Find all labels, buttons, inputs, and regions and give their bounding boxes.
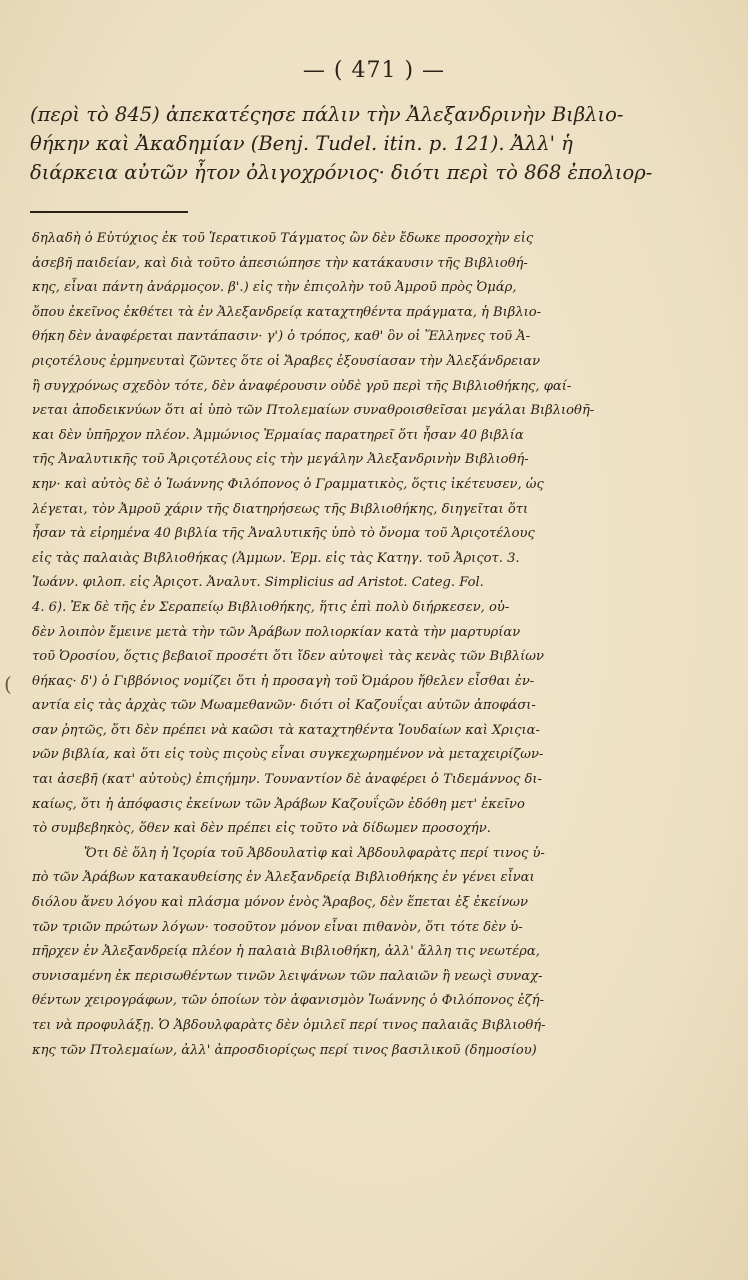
footnote-line: τὸ συμβεβηκὸς, ὅθεν καὶ δὲν πρέπει εἰς τοῦτο νὰ δίδωμεν προσοχήν. <box>32 821 491 837</box>
main-text-line: (περὶ τὸ 845) ἀπεκατέςησε πάλιν τὴν Ἀλεξανδρινὴν Βιβλιο- <box>30 103 624 126</box>
footnote-line: και δὲν ὑπῆρχον πλέον. Ἀμμώνιος Ἑρμαίας παρατηρεῖ ὅτι ἦσαν 40 βιβλία <box>32 427 524 443</box>
footnote-line: κην· καὶ αὐτὸς δὲ ὁ Ἰωάννης Φιλόπονος ὁ Γραμματικὸς, ὅςτις ἱκέτευσεν, ὡς <box>32 476 544 492</box>
footnote-line: θέντων χειρογράφων, τῶν ὁποίων τὸν ἀφανισμὸν Ἰωάννης ὁ Φιλόπονος ἐζή- <box>32 993 544 1009</box>
footnote-divider <box>30 211 188 213</box>
footnote-line: κης, εἶναι πάντη ἀνάρμοςον. β'.) εἰς τὴν ἐπιςολὴν τοῦ Ἀμροῦ πρὸς Ὀμάρ, <box>32 280 517 296</box>
main-text-line: διάρκεια αὐτῶν ἦτον ὀλιγοχρόνιος· διότι περὶ τὸ 868 ἐπολιορ- <box>30 161 653 184</box>
footnote-line: ται ἀσεβῆ (κατ' αὐτοὺς) ἐπιςήμην. Τουναντίον δὲ ἀναφέρει ὁ Τιδεμάννος δι- <box>32 772 542 788</box>
footnote-line: λέγεται, τὸν Ἀμροῦ χάριν τῆς διατηρήσεως τῆς Βιβλιοθήκης, διηγεῖται ὅτι <box>32 501 529 517</box>
main-text <box>30 100 662 187</box>
footnote-line: τῶν τριῶν πρώτων λόγων· τοσοῦτον μόνον εἶναι πιθανὸν, ὅτι τότε δὲν ὑ- <box>32 919 523 935</box>
footnote-line: ριςοτέλους ἑρμηνευταὶ ζῶντες ὅτε οἱ Ἄραβες ἐξουσίασαν τὴν Ἀλεξάνδρειαν <box>32 353 541 369</box>
footnote-line: νῶν βιβλία, καὶ ὅτι εἰς τοὺς πιςοὺς εἶναι συγκεχωρημένον νὰ μεταχειρίζων- <box>32 747 544 763</box>
footnote-line: δὲν λοιπὸν ἔμεινε μετὰ τὴν τῶν Ἀράβων πολιορκίαν κατὰ τὴν μαρτυρίαν <box>32 624 521 640</box>
footnote-line: θήκας· δ') ὁ Γιββόνιος νομίζει ὅτι ἡ προσαγὴ τοῦ Ὀμάρου ἤθελεν εἶσθαι ἐν- <box>32 673 535 689</box>
footnote-line: θήκη δὲν ἀναφέρεται παντάπασιν· γ') ὁ τρόπος, καθ' ὃν οἱ Ἕλληνες τοῦ Ἀ- <box>32 329 531 345</box>
footnote-line: ὅπου ἐκεῖνος ἐκθέτει τὰ ἐν Ἀλεξανδρείᾳ καταχτηθέντα πράγματα, ἡ Βιβλιο- <box>32 304 542 320</box>
footnote-line: εἰς τὰς παλαιὰς Βιβλιοθήκας (Ἀμμων. Ἑρμ. εἰς τὰς Κατηγ. τοῦ Ἀριςοτ. 3. <box>32 550 520 566</box>
footnote-line: ἀσεβῆ παιδείαν, καὶ διὰ τοῦτο ἀπεσιώπησε τὴν κατάκαυσιν τῆς Βιβλιοθή- <box>32 255 528 271</box>
footnote-line: τοῦ Ὀροσίου, ὅςτις βεβαιοῖ προσέτι ὅτι ἴδεν αὐτοψεὶ τὰς κενὰς τῶν Βιβλίων <box>32 649 544 665</box>
footnote-line: καίως, ὅτι ἡ ἀπόφασις ἐκείνων τῶν Ἀράβων Καζουΐςῶν ἐδόθη μετ' ἐκεῖνο <box>32 796 525 812</box>
footnote-line: 4. 6). Ἐκ δὲ τῆς ἐν Σεραπείῳ Βιβλιοθήκης, ἥτις ἐπὶ πολὺ διήρκεσεν, οὐ- <box>32 599 510 615</box>
footnote-line: κης τῶν Πτολεμαίων, ἀλλ' ἀπροσδιορίςως περί τινος βασιλικοῦ (δημοσίου) <box>32 1042 537 1058</box>
footnote-line: τῆς Ἀναλυτικῆς τοῦ Ἀριςοτέλους εἰς τὴν μεγάλην Ἀλεξανδρινὴν Βιβλιοθή- <box>32 452 529 468</box>
footnote-line: ἢ συγχρόνως σχεδὸν τότε, δὲν ἀναφέρουσιν οὐδὲ γρῦ περὶ τῆς Βιβλιοθήκης, φαί- <box>32 378 572 394</box>
footnote-line: πὸ τῶν Ἀράβων κατακαυθείσης ἐν Ἀλεξανδρείᾳ Βιβλιοθήκης ἐν γένει εἶναι <box>32 870 535 886</box>
margin-bracket-mark: ( <box>4 672 12 696</box>
footnote-line: σαν ῥητῶς, ὅτι δὲν πρέπει νὰ καῶσι τὰ καταχτηθέντα Ἰουδαίων καὶ Χριςια- <box>32 722 540 738</box>
footnote-line: Ἰωάνν. φιλοπ. εἰς Ἀριςοτ. Ἀναλυτ. Simplicius ad Aristot. Categ. Fol. <box>32 575 484 591</box>
footnote-line: δηλαδὴ ὁ Εὐτύχιος ἐκ τοῦ Ἱερατικοῦ Τάγματος ὢν δὲν ἔδωκε προσοχὴν εἰς <box>32 231 534 246</box>
footnote-line: αντία εἰς τὰς ἀρχὰς τῶν Μωαμεθανῶν· διότι οἱ Καζουΐςαι αὐτῶν ἀποφάσι- <box>32 698 536 714</box>
page-number-header: — ( 471 ) — <box>302 58 446 83</box>
footnote-line: νεται ἀποδεικνύων ὅτι αἱ ὑπὸ τῶν Πτολεμαίων συναθροισθεῖσαι μεγάλαι Βιβλιοθῆ- <box>32 403 595 419</box>
footnote-block <box>32 227 668 1063</box>
footnote-line: ἦσαν τὰ εἰρημένα 40 βιβλία τῆς Ἀναλυτικῆς ὑπὸ τὸ ὄνομα τοῦ Ἀριςοτέλους <box>32 526 535 542</box>
main-text-line: θήκην καὶ Ἀκαδημίαν (Benj. Tudel. itin. p. 121). Ἀλλ' ἡ <box>30 132 573 155</box>
footnote-line: Ὅτι δὲ ὅλη ἡ Ἱςορία τοῦ Ἀβδουλατὶφ καὶ Ἀβδουλφαρὰτς περί τινος ὑ- <box>84 845 545 861</box>
footnote-line: συνισαμένη ἐκ περισωθέντων τινῶν λειψάνων τῶν παλαιῶν ἢ νεωςὶ συναχ- <box>32 968 543 984</box>
footnote-line: τει νὰ προφυλάξῃ. Ὁ Ἀβδουλφαρὰτς δὲν ὁμιλεῖ περί τινος παλαιᾶς Βιβλιοθή- <box>32 1018 546 1033</box>
footnote-line: διόλου ἄνευ λόγου καὶ πλάσμα μόνον ἑνὸς Ἄραβος, δὲν ἕπεται ἐξ ἐκείνων <box>32 895 528 911</box>
footnote-line: πῆρχεν ἐν Ἀλεξανδρείᾳ πλέον ἡ παλαιὰ Βιβλιοθήκη, ἀλλ' ἄλλη τις νεωτέρα, <box>32 944 540 960</box>
